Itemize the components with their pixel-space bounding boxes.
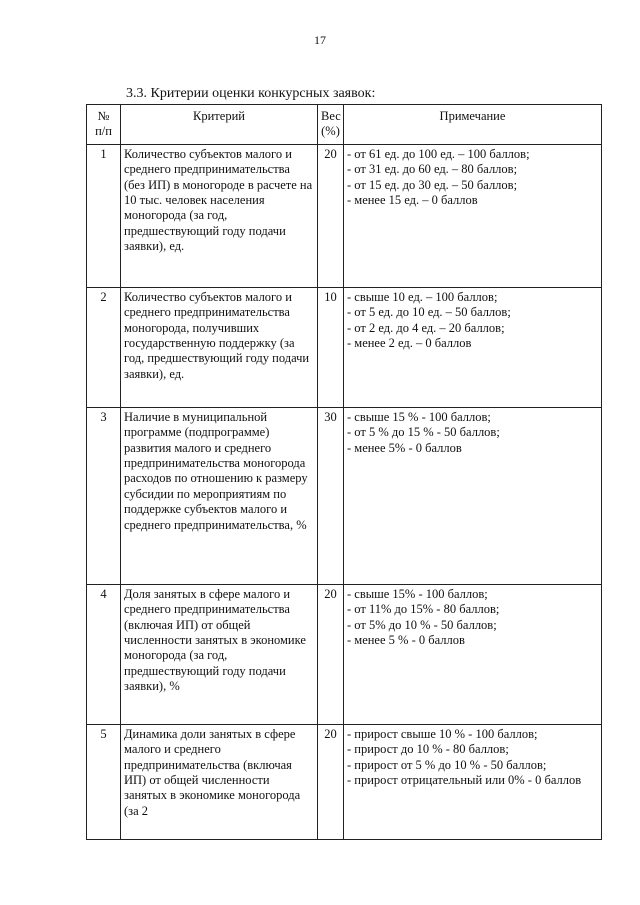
row-weight: 20 <box>318 144 344 287</box>
header-note: Примечание <box>344 105 602 145</box>
note-line: - от 31 ед. до 60 ед. – 80 баллов; <box>347 162 518 177</box>
row-criterion: Количество субъектов малого и среднего предпринимательства (без ИП) в моногороде в расчете на 10 тыс. человек населения моногорода (за год, предшествующий году подачи заявки), ед. <box>121 144 318 287</box>
row-number: 4 <box>87 584 121 724</box>
row-note <box>344 407 602 584</box>
table-header-row <box>87 105 602 145</box>
note-line: - от 11% до 15% - 80 баллов; <box>347 602 500 617</box>
note-line: - от 5 ед. до 10 ед. – 50 баллов; <box>347 305 511 320</box>
row-weight: 20 <box>318 584 344 724</box>
row-note <box>344 287 602 407</box>
table-row <box>87 724 602 839</box>
criteria-table <box>86 104 602 840</box>
note-line: - прирост до 10 % - 80 баллов; <box>347 742 509 757</box>
note-line: - от 61 ед. до 100 ед. – 100 баллов; <box>347 146 530 161</box>
table-row <box>87 144 602 287</box>
row-note <box>344 144 602 287</box>
note-line: - менее 15 ед. – 0 баллов <box>347 193 478 208</box>
row-weight: 30 <box>318 407 344 584</box>
header-num-line1: № <box>97 109 110 123</box>
row-note <box>344 584 602 724</box>
table-row <box>87 584 602 724</box>
header-criterion: Критерий <box>121 105 318 145</box>
note-line: - свыше 10 ед. – 100 баллов; <box>347 289 498 304</box>
note-line: - от 2 ед. до 4 ед. – 20 баллов; <box>347 320 505 335</box>
row-weight: 10 <box>318 287 344 407</box>
row-criterion: Динамика доли занятых в сфере малого и среднего предпринимательства (включая ИП) от общей численности занятых в экономике моногорода (за 2 <box>121 724 318 839</box>
row-criterion: Доля занятых в сфере малого и среднего предпринимательства (включая ИП) от общей численности занятых в экономике моногорода (за год, предшествующий году подачи заявки), % <box>121 584 318 724</box>
table-row <box>87 287 602 407</box>
note-line: - от 5% до 10 % - 50 баллов; <box>347 617 497 632</box>
note-line: - менее 5% - 0 баллов <box>347 440 462 455</box>
note-line: - прирост отрицательный или 0% - 0 баллов <box>347 773 582 788</box>
note-line: - свыше 15 % - 100 баллов; <box>347 409 491 424</box>
note-line: - менее 5 % - 0 баллов <box>347 633 465 648</box>
note-line: - прирост от 5 % до 10 % - 50 баллов; <box>347 757 547 772</box>
section-title: 3.3. Критерии оценки конкурсных заявок: <box>126 86 376 101</box>
row-number: 2 <box>87 287 121 407</box>
header-weight-line2: (%) <box>321 124 340 139</box>
note-line: - от 15 ед. до 30 ед. – 50 баллов; <box>347 177 518 192</box>
row-note <box>344 724 602 839</box>
row-number: 3 <box>87 407 121 584</box>
note-line: - прирост свыше 10 % - 100 баллов; <box>347 726 538 741</box>
header-num <box>87 105 121 145</box>
header-weight-line1: Вес <box>321 109 341 123</box>
header-weight <box>318 105 344 145</box>
table-row <box>87 407 602 584</box>
row-number: 1 <box>87 144 121 287</box>
row-weight: 20 <box>318 724 344 839</box>
row-number: 5 <box>87 724 121 839</box>
note-line: - от 5 % до 15 % - 50 баллов; <box>347 425 500 440</box>
row-criterion: Количество субъектов малого и среднего предпринимательства моногорода, получивших государственную поддержку (за год, предшествующий году подачи заявки), ед. <box>121 287 318 407</box>
row-criterion: Наличие в муниципальной программе (подпрограмме) развития малого и среднего предпринимательства моногорода расходов по отношению к размеру субсидии по мероприятиям по поддержке субъектов малого и среднего предпринимательства, % <box>121 407 318 584</box>
note-line: - менее 2 ед. – 0 баллов <box>347 336 472 351</box>
page-number: 17 <box>314 33 326 47</box>
note-line: - свыше 15% - 100 баллов; <box>347 586 488 601</box>
header-num-line2: п/п <box>95 124 112 139</box>
